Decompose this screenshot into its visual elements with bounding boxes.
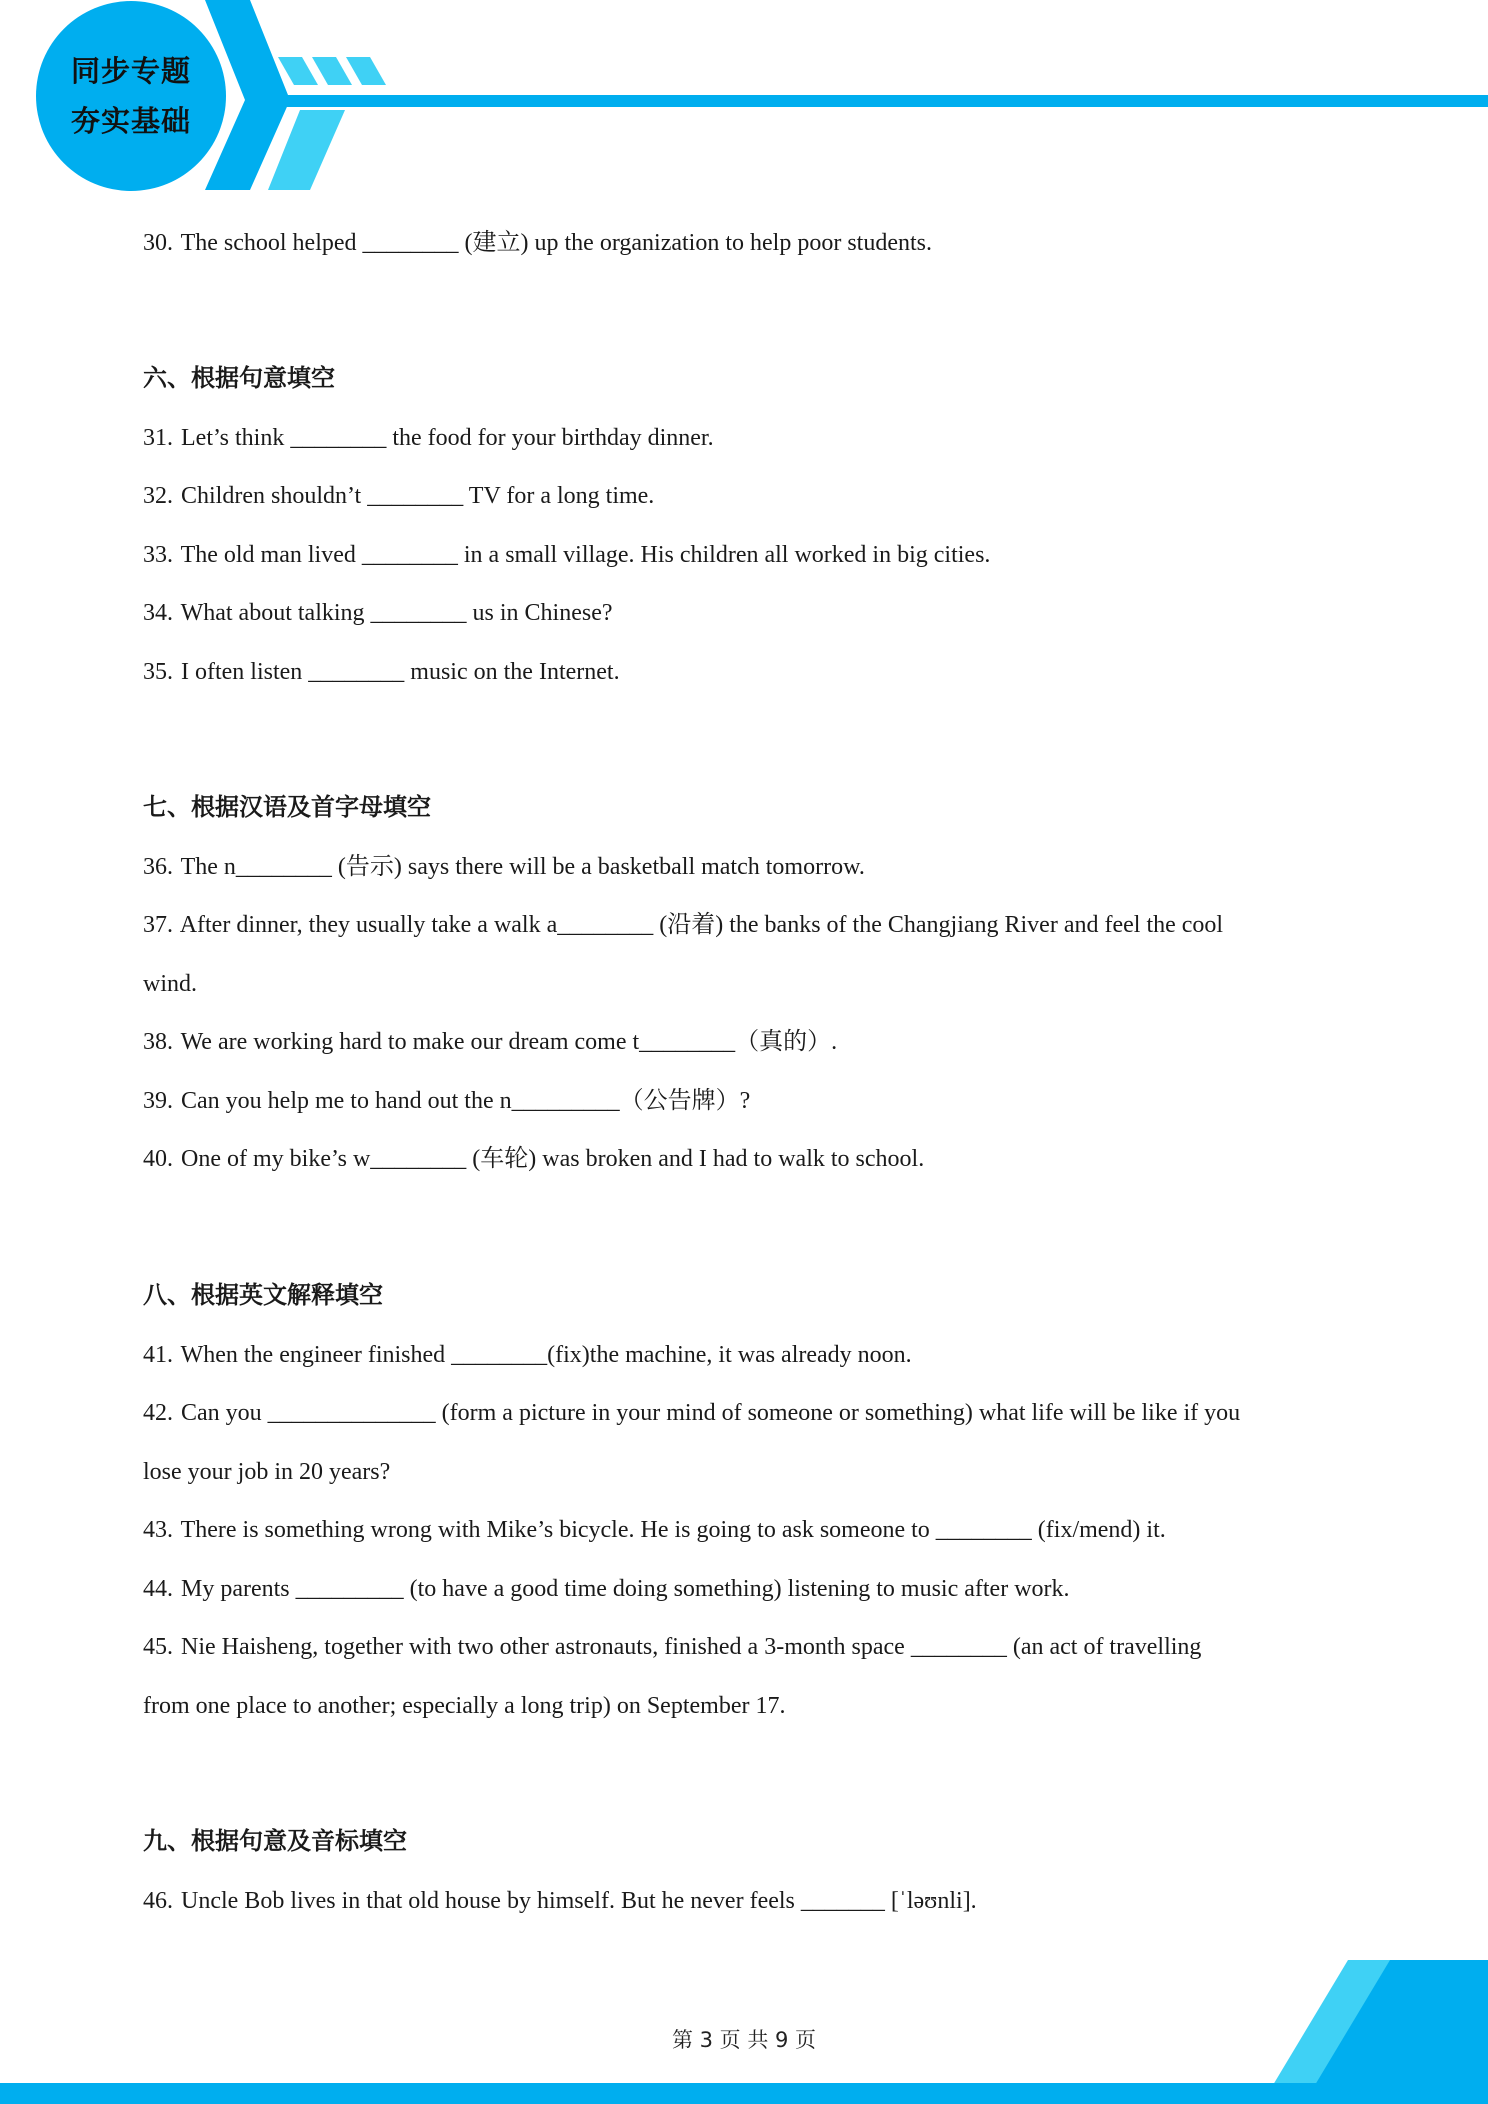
question-number: 30. <box>143 230 173 256</box>
question-text: When the engineer finished ________(fix)the machine, it was already noon. <box>180 1342 912 1368</box>
question-39 <box>143 1086 1353 1116</box>
question-text: My parents _________ (to have a good time doing something) listening to music after work. <box>181 1576 1070 1602</box>
question-text: The n________ (告示) says there will be a basketball match tomorrow. <box>180 854 865 880</box>
question-43 <box>143 1515 1353 1545</box>
header-bar <box>260 95 1488 107</box>
badge-line-1: 同步专题 <box>70 54 191 88</box>
section-heading-9: 九、根据句意及音标填空 <box>143 1827 407 1855</box>
question-number: 43. <box>143 1517 173 1543</box>
header-stripe-2 <box>312 57 352 85</box>
question-text: Can you help me to hand out the n_________（公告牌）? <box>181 1088 751 1114</box>
question-text: Children shouldn’t ________ TV for a long time. <box>181 483 655 509</box>
question-text: Can you ______________ (form a picture in your mind of someone or something) what life will be like if you <box>181 1400 1241 1426</box>
question-text: We are working hard to make our dream come t________（真的）. <box>180 1029 838 1055</box>
question-31 <box>143 423 1353 453</box>
question-text: Uncle Bob lives in that old house by himself. But he never feels _______ [ˈləʊnli]. <box>181 1888 977 1914</box>
question-number: 35. <box>143 659 173 685</box>
question-number: 44. <box>143 1576 173 1602</box>
question-text: After dinner, they usually take a walk a________ (沿着) the banks of the Changjiang River and feel the cool <box>179 912 1224 938</box>
badge-line-2: 夯实基础 <box>70 104 191 138</box>
header-stripe-3 <box>346 57 386 85</box>
section-heading-6: 六、根据句意填空 <box>143 364 335 392</box>
header-stripe-1 <box>278 57 318 85</box>
question-34 <box>143 598 1353 628</box>
question-text: Nie Haisheng, together with two other astronauts, finished a 3-month space ________ (an act of travelling <box>181 1634 1202 1660</box>
question-text: There is something wrong with Mike’s bicycle. He is going to ask someone to ________ (fix/mend) it. <box>180 1517 1166 1543</box>
question-36 <box>143 852 1353 882</box>
question-37 <box>143 910 1353 940</box>
question-30 <box>143 228 1353 258</box>
footer-bar <box>0 2083 1488 2104</box>
question-32 <box>143 481 1353 511</box>
question-number: 33. <box>143 542 173 568</box>
question-number: 40. <box>143 1146 173 1172</box>
question-number: 46. <box>143 1888 173 1914</box>
question-42 <box>143 1398 1353 1428</box>
page-number: 第 3 页 共 9 页 <box>671 2028 817 2052</box>
question-number: 32. <box>143 483 173 509</box>
question-37-continued: wind. <box>143 971 197 997</box>
question-number: 42. <box>143 1400 173 1426</box>
question-text: Let’s think ________ the food for your birthday dinner. <box>181 425 714 451</box>
question-number: 41. <box>143 1342 173 1368</box>
section-heading-7: 七、根据汉语及首字母填空 <box>143 793 431 821</box>
question-text: The school helped ________ (建立) up the organization to help poor students. <box>180 230 932 256</box>
question-text: The old man lived ________ in a small village. His children all worked in big cities. <box>180 542 991 568</box>
question-number: 31. <box>143 425 173 451</box>
question-44 <box>143 1574 1353 1604</box>
question-40 <box>143 1144 1353 1174</box>
question-text: What about talking ________ us in Chinese? <box>180 600 613 626</box>
question-41 <box>143 1340 1353 1370</box>
section-heading-8: 八、根据英文解释填空 <box>143 1281 383 1309</box>
question-text: One of my bike’s w________ (车轮) was broken and I had to walk to school. <box>181 1146 925 1172</box>
question-number: 38. <box>143 1029 173 1055</box>
question-46 <box>143 1886 1353 1916</box>
question-45-continued: from one place to another; especially a long trip) on September 17. <box>143 1693 786 1719</box>
question-number: 36. <box>143 854 173 880</box>
header-badge <box>36 3 226 189</box>
question-45 <box>143 1632 1353 1662</box>
question-number: 39. <box>143 1088 173 1114</box>
question-38 <box>143 1027 1353 1057</box>
question-number: 37. <box>143 912 173 938</box>
question-text: I often listen ________ music on the Internet. <box>181 659 620 685</box>
question-35 <box>143 657 1353 687</box>
question-number: 34. <box>143 600 173 626</box>
question-33 <box>143 540 1353 570</box>
question-42-continued: lose your job in 20 years? <box>143 1459 391 1485</box>
question-number: 45. <box>143 1634 173 1660</box>
